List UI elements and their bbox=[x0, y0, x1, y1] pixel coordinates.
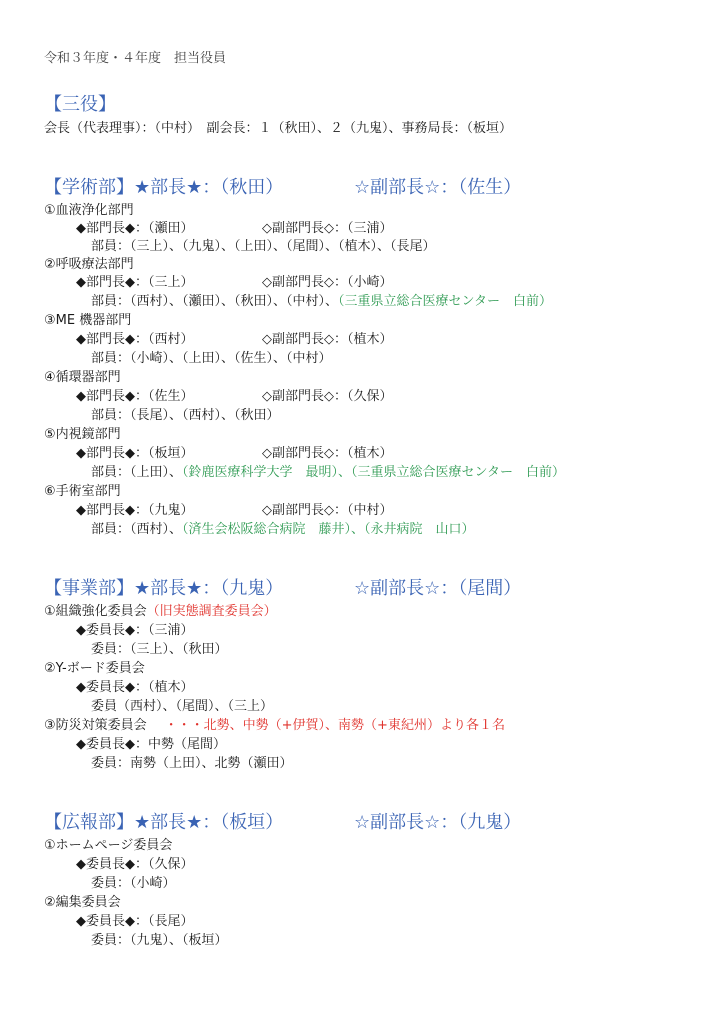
section-chief: ◆部門長◆：（板垣） bbox=[76, 446, 194, 461]
members-text: 部員：（西村）、 bbox=[91, 522, 183, 537]
committee-name: ②Y-ボード委員会 bbox=[44, 661, 145, 676]
section-vice: ◇副部門長◇：（三浦） bbox=[262, 221, 393, 236]
jigyo-head: 【事業部】★部長★：（九鬼） bbox=[44, 578, 284, 599]
committee-title bbox=[44, 657, 145, 676]
section-title: ②呼吸療法部門 bbox=[44, 257, 134, 272]
members-text: 部員：（小崎）、（上田）、（佐生）、（中村） bbox=[91, 351, 332, 366]
section-title: ③ME 機器部門 bbox=[44, 313, 132, 328]
members-text: 部員：（西村）、（瀬田）、（秋田）、（中村）、 bbox=[91, 294, 339, 309]
section-members bbox=[91, 290, 552, 309]
section-members bbox=[91, 404, 280, 423]
members-text: 部員：（上田）、 bbox=[91, 465, 183, 480]
committee-title: ②編集委員会 bbox=[44, 895, 121, 910]
committee-members: 委員：（九鬼）、（板垣） bbox=[91, 933, 228, 948]
section-vice: ◇副部門長◇：（久保） bbox=[262, 389, 393, 404]
committee-members: 委員：（三上）、（秋田） bbox=[91, 642, 228, 657]
committee-chair: ◆委員長◆：（植木） bbox=[76, 680, 194, 695]
section-chief: ◆部門長◆：（佐生） bbox=[76, 389, 194, 404]
heading-sanyaku: 【三役】 bbox=[44, 94, 116, 115]
committee-chair: ◆委員長◆：（長尾） bbox=[76, 914, 194, 929]
committee-members: 委員：（小崎） bbox=[91, 876, 176, 891]
committee-members: 委員（西村）、（尾間）、（三上） bbox=[91, 699, 274, 714]
section-chief: ◆部門長◆：（九鬼） bbox=[76, 503, 194, 518]
section-members bbox=[91, 235, 436, 254]
section-vice: ◇副部門長◇：（中村） bbox=[262, 503, 393, 518]
committee-title bbox=[44, 600, 277, 619]
section-chief: ◆部門長◆：（西村） bbox=[76, 332, 194, 347]
jigyo-vice: ☆副部長☆：（尾間） bbox=[354, 578, 522, 599]
document-subtitle: 令和３年度・４年度 担当役員 bbox=[44, 51, 227, 66]
committee-note: ・・・北勢、中勢（+伊賀）、南勢（+東紀州）より各１名 bbox=[164, 718, 505, 733]
committee-title: ①ホームページ委員会 bbox=[44, 838, 173, 853]
section-chief: ◆部門長◆：（三上） bbox=[76, 275, 194, 290]
committee-chair: ◆委員長◆：（久保） bbox=[76, 857, 194, 872]
section-title: ⑥手術室部門 bbox=[44, 484, 121, 499]
section-chief: ◆部門長◆：（瀬田） bbox=[76, 221, 194, 236]
committee-members: 委員：南勢（上田）、北勢（瀬田） bbox=[91, 756, 293, 771]
committee-chair: ◆委員長◆：中勢（尾間） bbox=[76, 737, 226, 752]
members-green: （三重県立総合医療センター 白前） bbox=[338, 294, 552, 309]
members-green: （済生会松阪総合病院 藤井）、（永井病院 山口） bbox=[182, 522, 475, 537]
section-members bbox=[91, 461, 565, 480]
gakujutsu-head: 【学術部】★部長★：（秋田） bbox=[44, 177, 284, 198]
members-text: 部員：（三上）、（九鬼）、（上田）、（尾間）、（植木）、（長尾） bbox=[91, 239, 436, 254]
committee-title bbox=[44, 714, 505, 733]
section-title: ④循環器部門 bbox=[44, 370, 121, 385]
heading-jigyo bbox=[44, 574, 522, 600]
section-title: ①血液浄化部門 bbox=[44, 203, 134, 218]
section-vice: ◇副部門長◇：（植木） bbox=[262, 332, 393, 347]
koho-head: 【広報部】★部長★：（板垣） bbox=[44, 812, 284, 833]
heading-koho bbox=[44, 808, 522, 834]
members-text: 部員：（長尾）、（西村）、（秋田） bbox=[91, 408, 280, 423]
committee-name: ①組織強化委員会 bbox=[44, 604, 147, 619]
sanyaku-line: 会長（代表理事）：（中村） 副会長：１（秋田）、２（九鬼）、事務局長：（板垣） bbox=[44, 121, 513, 136]
committee-note: （旧実態調査委員会） bbox=[146, 604, 277, 619]
heading-gakujutsu bbox=[44, 173, 522, 199]
members-green: （鈴鹿医療科学大学 最明）、（三重県立総合医療センター 白前） bbox=[182, 465, 565, 480]
section-vice: ◇副部門長◇：（植木） bbox=[262, 446, 393, 461]
committee-chair: ◆委員長◆：（三浦） bbox=[76, 623, 194, 638]
committee-name: ③防災対策委員会 bbox=[44, 718, 147, 733]
section-members bbox=[91, 347, 332, 366]
gakujutsu-vice: ☆副部長☆：（佐生） bbox=[354, 177, 522, 198]
section-vice: ◇副部門長◇：（小崎） bbox=[262, 275, 393, 290]
section-title: ⑤内視鏡部門 bbox=[44, 427, 121, 442]
section-members bbox=[91, 518, 475, 537]
koho-vice: ☆副部長☆：（九鬼） bbox=[354, 812, 522, 833]
